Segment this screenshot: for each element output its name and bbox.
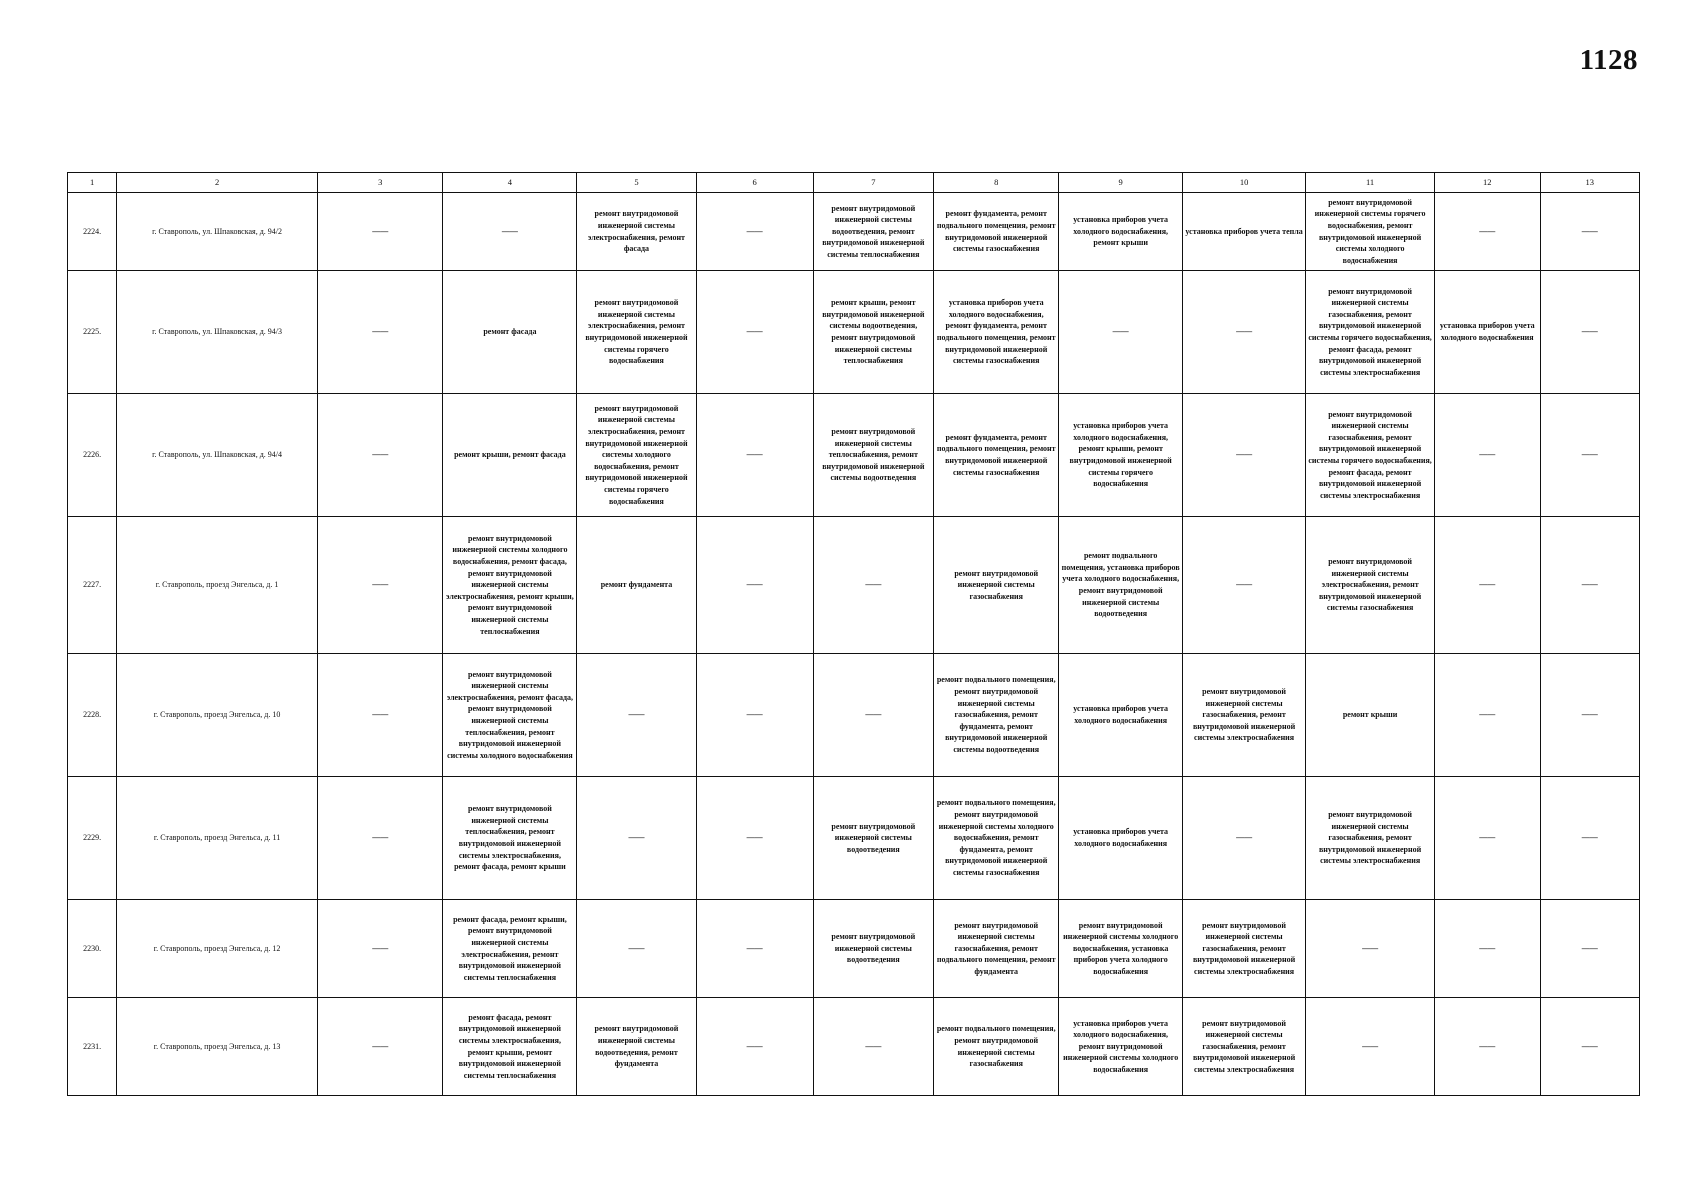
work-cell: —— bbox=[696, 777, 813, 900]
work-cell: —— bbox=[1540, 271, 1639, 394]
work-cell: —— bbox=[813, 654, 933, 777]
work-cell: —— bbox=[1182, 777, 1305, 900]
work-cell: —— bbox=[1306, 900, 1435, 998]
work-cell: ремонт фундамента, ремонт подвального помещения, ремонт внутридомовой инженерной системы газоснабжения bbox=[933, 394, 1059, 517]
column-header: 1 bbox=[68, 173, 117, 193]
work-cell: ремонт внутридомовой инженерной системы электроснабжения, ремонт фасада bbox=[577, 193, 696, 271]
work-cell: —— bbox=[317, 777, 443, 900]
work-cell: ремонт фасада bbox=[443, 271, 577, 394]
work-cell: —— bbox=[1540, 193, 1639, 271]
work-cell: ремонт внутридомовой инженерной системы электроснабжения, ремонт внутридомовой инженерной системы холодного водоснабжения, ремонт внутридомовой инженерной системы горячего водоснабжения bbox=[577, 394, 696, 517]
work-cell: —— bbox=[577, 654, 696, 777]
work-cell: ремонт внутридомовой инженерной системы газоснабжения, ремонт внутридомовой инженерной системы горячего водоснабжения, ремонт фасада, ремонт внутридомовой инженерной системы электроснабжения bbox=[1306, 394, 1435, 517]
work-cell: —— bbox=[813, 998, 933, 1096]
work-cell: установка приборов учета холодного водоснабжения, ремонт фундамента, ремонт подвального помещения, ремонт внутридомовой инженерной системы газоснабжения bbox=[933, 271, 1059, 394]
column-header: 10 bbox=[1182, 173, 1305, 193]
column-number-row bbox=[68, 173, 1640, 193]
column-header: 13 bbox=[1540, 173, 1639, 193]
work-cell: —— bbox=[1182, 517, 1305, 654]
table-row bbox=[68, 193, 1640, 271]
row-number: 2228. bbox=[68, 654, 117, 777]
work-cell: ремонт крыши, ремонт фасада bbox=[443, 394, 577, 517]
column-header: 5 bbox=[577, 173, 696, 193]
work-cell: —— bbox=[1540, 394, 1639, 517]
address-cell: г. Ставрополь, ул. Шпаковская, д. 94/2 bbox=[117, 193, 318, 271]
column-header: 8 bbox=[933, 173, 1059, 193]
column-header: 11 bbox=[1306, 173, 1435, 193]
row-number: 2229. bbox=[68, 777, 117, 900]
work-cell: ремонт внутридомовой инженерной системы холодного водоснабжения, установка приборов учета холодного водоснабжения bbox=[1059, 900, 1182, 998]
work-cell: установка приборов учета холодного водоснабжения bbox=[1059, 777, 1182, 900]
work-cell: —— bbox=[1434, 517, 1540, 654]
work-cell: ремонт внутридомовой инженерной системы электроснабжения, ремонт внутридомовой инженерной системы газоснабжения bbox=[1306, 517, 1435, 654]
work-cell: установка приборов учета холодного водоснабжения, ремонт крыши bbox=[1059, 193, 1182, 271]
work-cell: —— bbox=[317, 394, 443, 517]
work-cell: ремонт внутридомовой инженерной системы водоотведения bbox=[813, 777, 933, 900]
work-cell: —— bbox=[1306, 998, 1435, 1096]
work-cell: —— bbox=[317, 271, 443, 394]
work-cell: —— bbox=[696, 271, 813, 394]
work-cell: —— bbox=[1434, 777, 1540, 900]
work-cell: —— bbox=[696, 998, 813, 1096]
address-cell: г. Ставрополь, ул. Шпаковская, д. 94/3 bbox=[117, 271, 318, 394]
work-cell: —— bbox=[1059, 271, 1182, 394]
work-cell: установка приборов учета холодного водоснабжения bbox=[1434, 271, 1540, 394]
work-cell: —— bbox=[696, 654, 813, 777]
work-cell: установка приборов учета тепла bbox=[1182, 193, 1305, 271]
work-cell: ремонт подвального помещения, установка приборов учета холодного водоснабжения, ремонт внутридомовой инженерной системы водоотведения bbox=[1059, 517, 1182, 654]
work-cell: ремонт внутридомовой инженерной системы газоснабжения, ремонт внутридомовой инженерной системы электроснабжения bbox=[1182, 998, 1305, 1096]
work-cell: —— bbox=[1434, 900, 1540, 998]
work-cell: ремонт внутридомовой инженерной системы газоснабжения, ремонт внутридомовой инженерной системы электроснабжения bbox=[1182, 900, 1305, 998]
address-cell: г. Ставрополь, проезд Энгельса, д. 12 bbox=[117, 900, 318, 998]
work-cell: ремонт фасада, ремонт внутридомовой инженерной системы электроснабжения, ремонт крыши, ремонт внутридомовой инженерной системы теплоснабжения bbox=[443, 998, 577, 1096]
work-cell: установка приборов учета холодного водоснабжения bbox=[1059, 654, 1182, 777]
work-cell: —— bbox=[317, 654, 443, 777]
row-number: 2224. bbox=[68, 193, 117, 271]
work-cell: ремонт внутридомовой инженерной системы газоснабжения, ремонт внутридомовой инженерной системы горячего водоснабжения, ремонт фасада, ремонт внутридомовой инженерной системы электроснабжения bbox=[1306, 271, 1435, 394]
work-cell: —— bbox=[696, 193, 813, 271]
row-number: 2231. bbox=[68, 998, 117, 1096]
table-body bbox=[68, 193, 1640, 1096]
row-number: 2225. bbox=[68, 271, 117, 394]
work-cell: ремонт подвального помещения, ремонт внутридомовой инженерной системы газоснабжения bbox=[933, 998, 1059, 1096]
work-cell: —— bbox=[577, 900, 696, 998]
work-cell: —— bbox=[317, 900, 443, 998]
work-cell: ремонт крыши, ремонт внутридомовой инженерной системы водоотведения, ремонт внутридомовой инженерной системы теплоснабжения bbox=[813, 271, 933, 394]
address-cell: г. Ставрополь, проезд Энгельса, д. 10 bbox=[117, 654, 318, 777]
work-cell: ремонт подвального помещения, ремонт внутридомовой инженерной системы холодного водоснабжения, ремонт фундамента, ремонт внутридомовой инженерной системы газоснабжения bbox=[933, 777, 1059, 900]
work-cell: —— bbox=[1182, 271, 1305, 394]
work-cell: —— bbox=[1540, 777, 1639, 900]
work-cell: установка приборов учета холодного водоснабжения, ремонт внутридомовой инженерной системы холодного водоснабжения bbox=[1059, 998, 1182, 1096]
column-header: 2 bbox=[117, 173, 318, 193]
address-cell: г. Ставрополь, проезд Энгельса, д. 11 bbox=[117, 777, 318, 900]
work-cell: ремонт внутридомовой инженерной системы водоотведения bbox=[813, 900, 933, 998]
table-row bbox=[68, 654, 1640, 777]
work-cell: —— bbox=[696, 517, 813, 654]
work-cell: —— bbox=[317, 517, 443, 654]
column-header: 6 bbox=[696, 173, 813, 193]
work-cell: ремонт внутридомовой инженерной системы газоснабжения, ремонт подвального помещения, ремонт фундамента bbox=[933, 900, 1059, 998]
work-cell: —— bbox=[1540, 900, 1639, 998]
page-number: 1128 bbox=[1579, 44, 1638, 76]
table-row bbox=[68, 517, 1640, 654]
work-cell: установка приборов учета холодного водоснабжения, ремонт крыши, ремонт внутридомовой инженерной системы горячего водоснабжения bbox=[1059, 394, 1182, 517]
work-cell: —— bbox=[1182, 394, 1305, 517]
work-cell: ремонт фасада, ремонт крыши, ремонт внутридомовой инженерной системы электроснабжения, ремонт внутридомовой инженерной системы теплоснабжения bbox=[443, 900, 577, 998]
column-header: 9 bbox=[1059, 173, 1182, 193]
work-cell: ремонт внутридомовой инженерной системы горячего водоснабжения, ремонт внутридомовой инженерной системы холодного водоснабжения bbox=[1306, 193, 1435, 271]
column-header: 7 bbox=[813, 173, 933, 193]
address-cell: г. Ставрополь, проезд Энгельса, д. 13 bbox=[117, 998, 318, 1096]
work-cell: ремонт внутридомовой инженерной системы газоснабжения, ремонт внутридомовой инженерной системы электроснабжения bbox=[1182, 654, 1305, 777]
work-cell: —— bbox=[696, 900, 813, 998]
work-cell: ремонт внутридомовой инженерной системы газоснабжения, ремонт внутридомовой инженерной системы электроснабжения bbox=[1306, 777, 1435, 900]
work-cell: ремонт подвального помещения, ремонт внутридомовой инженерной системы газоснабжения, ремонт фундамента, ремонт внутридомовой инженерной системы водоотведения bbox=[933, 654, 1059, 777]
column-header: 12 bbox=[1434, 173, 1540, 193]
work-cell: ремонт внутридомовой инженерной системы теплоснабжения, ремонт внутридомовой инженерной системы электроснабжения, ремонт фасада, ремонт крыши bbox=[443, 777, 577, 900]
work-cell: ремонт внутридомовой инженерной системы теплоснабжения, ремонт внутридомовой инженерной системы водоотведения bbox=[813, 394, 933, 517]
work-cell: —— bbox=[1540, 998, 1639, 1096]
column-header: 4 bbox=[443, 173, 577, 193]
work-cell: ремонт внутридомовой инженерной системы электроснабжения, ремонт внутридомовой инженерной системы горячего водоснабжения bbox=[577, 271, 696, 394]
work-cell: —— bbox=[577, 777, 696, 900]
table-row bbox=[68, 777, 1640, 900]
work-cell: ремонт фундамента, ремонт подвального помещения, ремонт внутридомовой инженерной системы газоснабжения bbox=[933, 193, 1059, 271]
work-cell: ремонт внутридомовой инженерной системы газоснабжения bbox=[933, 517, 1059, 654]
work-cell: —— bbox=[1540, 654, 1639, 777]
work-cell: —— bbox=[1434, 654, 1540, 777]
work-cell: —— bbox=[443, 193, 577, 271]
work-cell: ремонт внутридомовой инженерной системы водоотведения, ремонт фундамента bbox=[577, 998, 696, 1096]
work-cell: —— bbox=[1434, 394, 1540, 517]
address-cell: г. Ставрополь, ул. Шпаковская, д. 94/4 bbox=[117, 394, 318, 517]
work-cell: —— bbox=[1434, 998, 1540, 1096]
table-row bbox=[68, 998, 1640, 1096]
table-row bbox=[68, 271, 1640, 394]
row-number: 2226. bbox=[68, 394, 117, 517]
work-cell: ремонт фундамента bbox=[577, 517, 696, 654]
table-row bbox=[68, 394, 1640, 517]
work-cell: —— bbox=[317, 998, 443, 1096]
work-cell: ремонт внутридомовой инженерной системы водоотведения, ремонт внутридомовой инженерной системы теплоснабжения bbox=[813, 193, 933, 271]
work-cell: —— bbox=[1540, 517, 1639, 654]
repair-schedule-table bbox=[67, 172, 1640, 1096]
work-cell: ремонт внутридомовой инженерной системы электроснабжения, ремонт фасада, ремонт внутридомовой инженерной системы теплоснабжения, ремонт внутридомовой инженерной системы холодного водоснабжения bbox=[443, 654, 577, 777]
work-cell: —— bbox=[1434, 193, 1540, 271]
row-number: 2227. bbox=[68, 517, 117, 654]
work-cell: —— bbox=[813, 517, 933, 654]
row-number: 2230. bbox=[68, 900, 117, 998]
table-row bbox=[68, 900, 1640, 998]
work-cell: ремонт крыши bbox=[1306, 654, 1435, 777]
work-cell: —— bbox=[317, 193, 443, 271]
column-header: 3 bbox=[317, 173, 443, 193]
work-cell: —— bbox=[696, 394, 813, 517]
address-cell: г. Ставрополь, проезд Энгельса, д. 1 bbox=[117, 517, 318, 654]
work-cell: ремонт внутридомовой инженерной системы холодного водоснабжения, ремонт фасада, ремонт внутридомовой инженерной системы электроснабжения, ремонт крыши, ремонт внутридомовой инженерной системы теплоснабжения bbox=[443, 517, 577, 654]
